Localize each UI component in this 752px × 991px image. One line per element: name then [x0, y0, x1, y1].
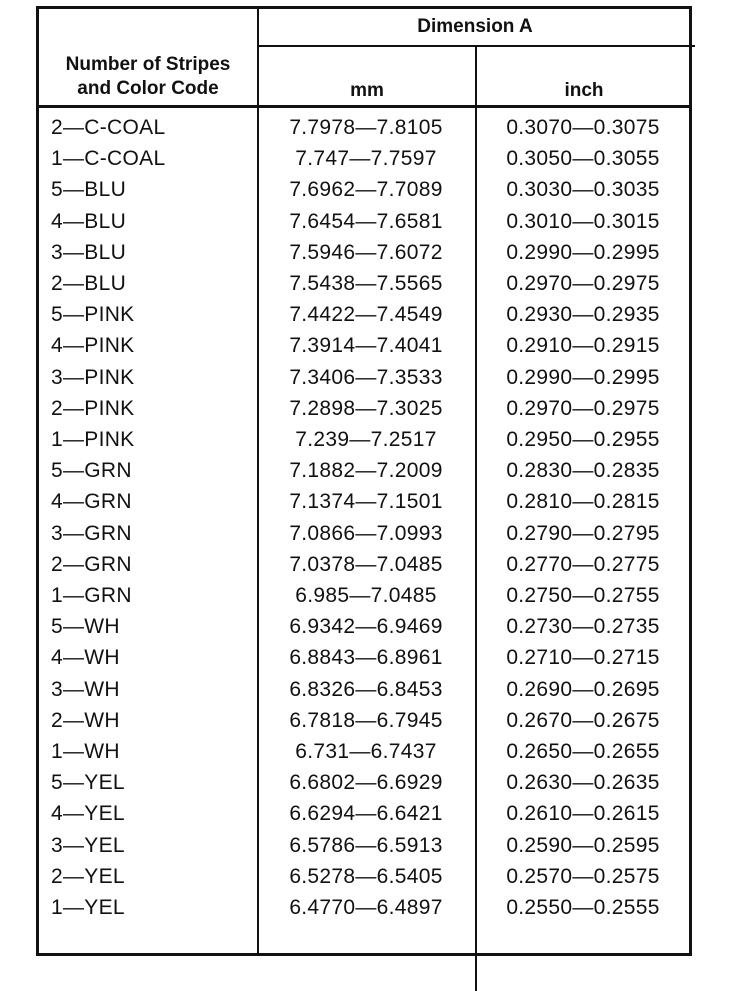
table-row: [39, 237, 689, 268]
stripe-code-cell: 2—BLU: [51, 272, 127, 295]
mm-range-cell: 6.6802—6.6929: [289, 771, 443, 795]
table-row: [39, 736, 689, 767]
stripe-code-cell: 2—PINK: [51, 396, 135, 420]
stripe-code-cell: 4—BLU: [51, 209, 127, 233]
table-row: [39, 861, 689, 892]
stripe-code-cell: 1—PINK: [51, 428, 135, 451]
table-row: [39, 674, 689, 705]
mm-range-cell: 7.239—7.2517: [295, 428, 437, 451]
stripe-code-cell: 1—YEL: [51, 896, 125, 919]
inch-range-cell: 0.2650—0.2655: [506, 740, 660, 763]
inch-range-cell: 0.2810—0.2815: [506, 490, 660, 514]
stripe-code-cell: 3—PINK: [51, 365, 135, 389]
stripe-code-cell: 2—C-COAL: [51, 116, 166, 139]
inch-range-cell: 0.2950—0.2955: [506, 428, 660, 451]
mm-range-cell: 7.7978—7.8105: [289, 116, 443, 139]
table-row: [39, 206, 689, 237]
stripe-code-cell: 5—WH: [51, 615, 120, 639]
stripe-code-cell: 3—GRN: [51, 521, 132, 545]
table-row: [39, 268, 689, 299]
table-row: [39, 611, 689, 642]
mm-range-cell: 6.731—6.7437: [295, 740, 437, 763]
table-row: [39, 486, 689, 517]
mm-range-cell: 7.6962—7.7089: [289, 178, 443, 202]
mm-range-cell: 7.5438—7.5565: [289, 272, 443, 295]
stripe-code-cell: 3—BLU: [51, 240, 127, 264]
stripe-code-cell: 5—GRN: [51, 459, 132, 483]
inch-range-cell: 0.2570—0.2575: [506, 864, 660, 888]
inch-range-cell: 0.2970—0.2975: [506, 272, 660, 295]
mm-header: mm: [350, 80, 384, 101]
inch-range-cell: 0.3070—0.3075: [506, 116, 660, 139]
mm-range-cell: 7.0866—7.0993: [289, 521, 443, 545]
table-row: [39, 767, 689, 798]
table-row: [39, 330, 689, 361]
mm-range-cell: 7.5946—7.6072: [289, 240, 443, 264]
stripe-code-cell: 3—YEL: [51, 833, 125, 857]
inch-range-cell: 0.3050—0.3055: [506, 147, 660, 171]
table-row: [39, 798, 689, 829]
table-row: [39, 299, 689, 330]
table-row: [39, 143, 689, 174]
inch-range-cell: 0.2590—0.2595: [506, 833, 660, 857]
mm-range-cell: 7.1374—7.1501: [289, 490, 443, 514]
table-row: [39, 362, 689, 393]
stripe-code-cell: 1—C-COAL: [51, 147, 166, 171]
table-row: [39, 830, 689, 861]
inch-header: inch: [564, 80, 604, 101]
mm-range-cell: 7.4422—7.4549: [289, 303, 443, 327]
table-row: [39, 174, 689, 205]
table-row: [39, 455, 689, 486]
dimension-table: [36, 6, 692, 956]
inch-range-cell: 0.3010—0.3015: [506, 209, 660, 233]
inch-range-cell: 0.2670—0.2675: [506, 708, 660, 732]
header-bottom-rule: [39, 105, 689, 108]
dimension-a-header: Dimension A: [417, 16, 533, 37]
table-row: [39, 393, 689, 424]
mm-range-cell: 6.7818—6.7945: [289, 708, 443, 732]
stripe-code-cell: 2—GRN: [51, 552, 132, 576]
table-row: [39, 112, 689, 143]
inch-range-cell: 0.2910—0.2915: [506, 334, 660, 358]
inch-range-cell: 0.2970—0.2975: [506, 396, 660, 420]
mm-range-cell: 7.747—7.7597: [295, 147, 437, 171]
stripe-code-cell: 1—WH: [51, 740, 120, 763]
inch-range-cell: 0.2550—0.2555: [506, 896, 660, 919]
mm-range-cell: 7.3406—7.3533: [289, 365, 443, 389]
stripe-code-cell: 1—GRN: [51, 584, 132, 607]
table-row: [39, 705, 689, 736]
stripe-code-cell: 3—WH: [51, 677, 120, 701]
table-row: [39, 642, 689, 673]
mm-range-cell: 7.2898—7.3025: [289, 396, 443, 420]
mm-range-cell: 7.1882—7.2009: [289, 459, 443, 483]
stripe-code-cell: 4—YEL: [51, 802, 125, 826]
stripe-code-cell: 4—PINK: [51, 334, 135, 358]
inch-range-cell: 0.2830—0.2835: [506, 459, 660, 483]
inch-range-cell: 0.2730—0.2735: [506, 615, 660, 639]
stripe-code-cell: 4—WH: [51, 646, 120, 670]
mm-range-cell: 7.6454—7.6581: [289, 209, 443, 233]
stripes-header-line2: and Color Code: [77, 78, 219, 99]
mm-range-cell: 6.8843—6.8961: [289, 646, 443, 670]
mm-range-cell: 6.5786—6.5913: [289, 833, 443, 857]
mm-range-cell: 6.6294—6.6421: [289, 802, 443, 826]
stripe-code-cell: 2—YEL: [51, 864, 125, 888]
stripes-header-line1: Number of Stripes: [65, 54, 231, 75]
inch-range-cell: 0.2710—0.2715: [506, 646, 660, 670]
mm-range-cell: 6.9342—6.9469: [289, 615, 443, 639]
table-row: [39, 580, 689, 611]
table-row: [39, 424, 689, 455]
mm-range-cell: 6.4770—6.4897: [289, 896, 443, 919]
inch-range-cell: 0.2990—0.2995: [506, 365, 660, 389]
header-divider: [257, 45, 695, 47]
mm-range-cell: 7.0378—7.0485: [289, 552, 443, 576]
inch-range-cell: 0.2690—0.2695: [506, 677, 660, 701]
mm-range-cell: 6.5278—6.5405: [289, 864, 443, 888]
table-row: [39, 518, 689, 549]
stripe-code-cell: 2—WH: [51, 708, 120, 732]
mm-range-cell: 6.985—7.0485: [295, 584, 437, 607]
stripe-code-cell: 5—YEL: [51, 771, 125, 795]
inch-range-cell: 0.2770—0.2775: [506, 552, 660, 576]
table-row: [39, 549, 689, 580]
inch-range-cell: 0.2610—0.2615: [506, 802, 660, 826]
inch-range-cell: 0.2930—0.2935: [506, 303, 660, 327]
inch-range-cell: 0.2790—0.2795: [506, 521, 660, 545]
mm-range-cell: 7.3914—7.4041: [289, 334, 443, 358]
inch-range-cell: 0.3030—0.3035: [506, 178, 660, 202]
table-row: [39, 892, 689, 923]
inch-range-cell: 0.2630—0.2635: [506, 771, 660, 795]
inch-range-cell: 0.2990—0.2995: [506, 240, 660, 264]
stripe-code-cell: 5—BLU: [51, 178, 127, 202]
stripe-code-cell: 4—GRN: [51, 490, 132, 514]
mm-range-cell: 6.8326—6.8453: [289, 677, 443, 701]
inch-range-cell: 0.2750—0.2755: [506, 584, 660, 607]
stripes-color-header: [39, 53, 257, 101]
stripe-code-cell: 5—PINK: [51, 303, 135, 327]
